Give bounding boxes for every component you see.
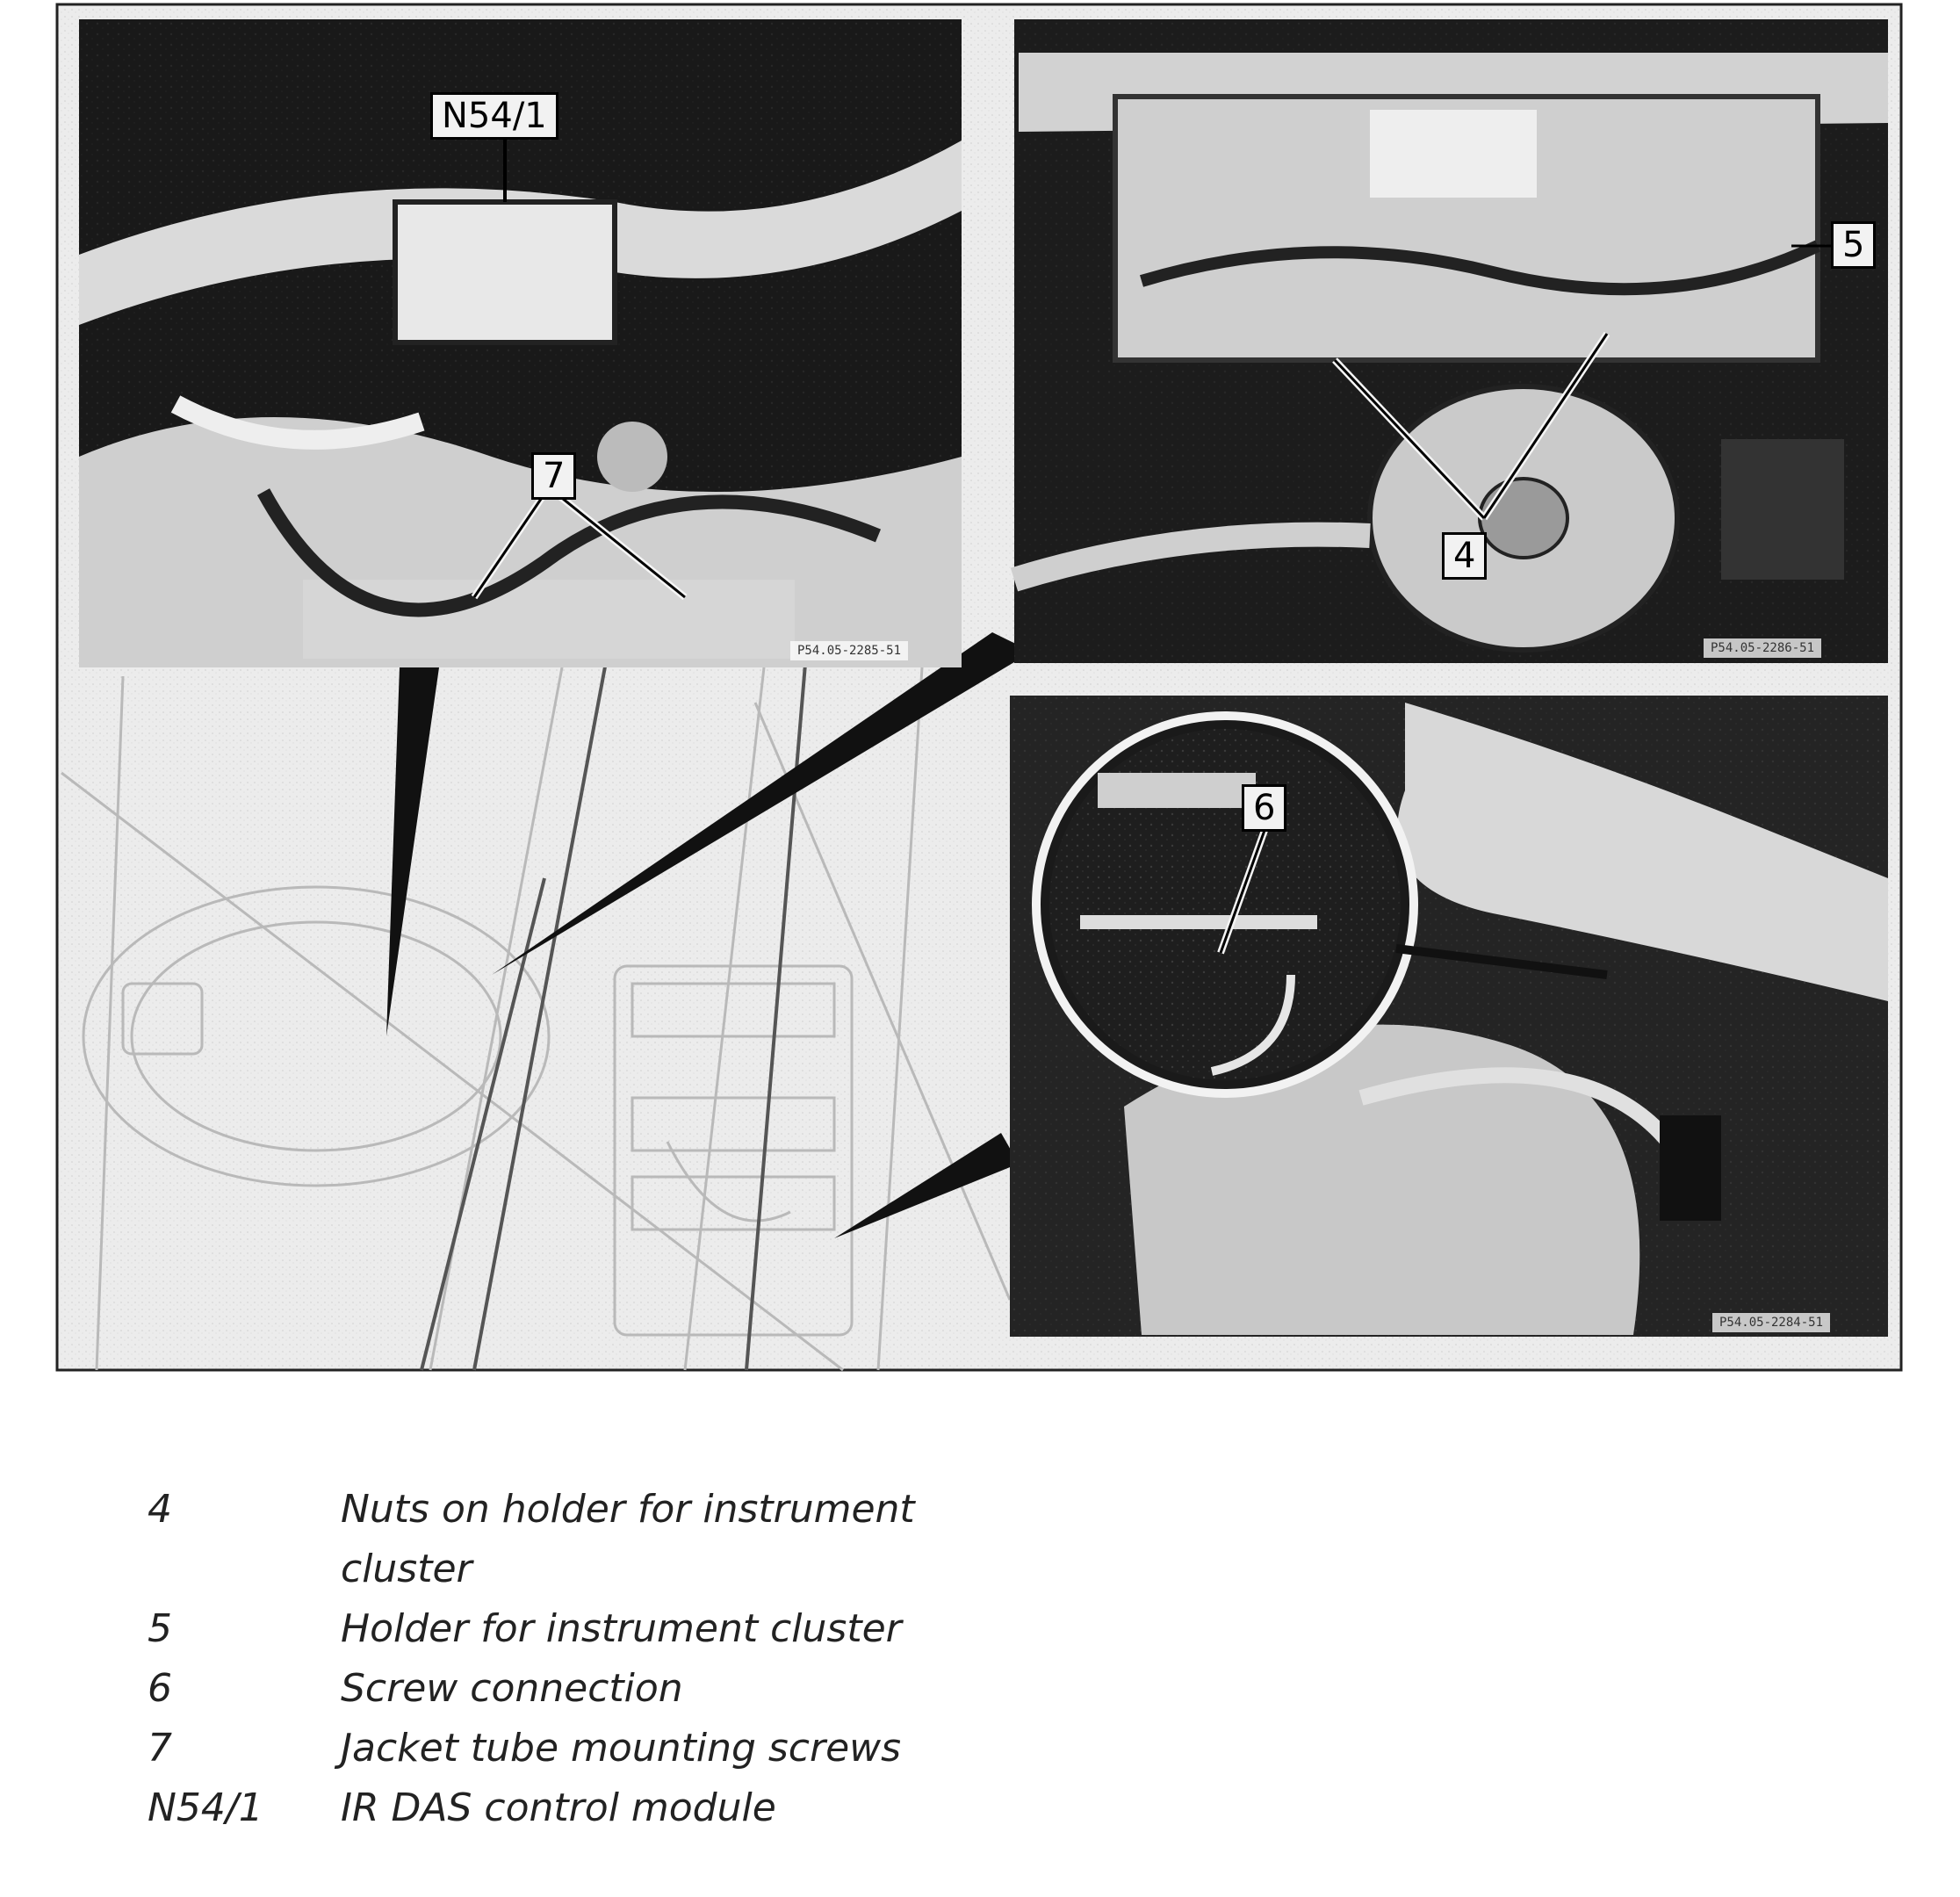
legend-item (148, 1659, 1113, 1719)
photo-code-top-left: P54.05-2285-51 (790, 641, 908, 660)
photo-code-bottom-right: P54.05-2284-51 (1712, 1313, 1830, 1332)
photo-code-top-right: P54.05-2286-51 (1704, 638, 1821, 658)
callout-4: 4 (1442, 532, 1487, 580)
legend-key: N54/1 (148, 1785, 263, 1830)
legend-text: Screw connection (341, 1666, 683, 1711)
legend-item (148, 1599, 1113, 1659)
legend-text: IR DAS control module (341, 1785, 776, 1830)
callout-n54-1: N54/1 (430, 92, 558, 140)
legend-text: Holder for instrument cluster (341, 1606, 902, 1651)
figure-legend (148, 1480, 1113, 1838)
photo-bottom-right (1010, 696, 1888, 1337)
legend-item (148, 1778, 1113, 1838)
callout-7: 7 (531, 452, 576, 500)
legend-item (148, 1480, 1113, 1599)
legend-key: 7 (148, 1726, 172, 1771)
legend-text: Nuts on holder for instrument cluster (341, 1487, 915, 1591)
legend-text: Jacket tube mounting screws (341, 1726, 902, 1771)
legend-key: 6 (148, 1666, 172, 1711)
legend-key: 5 (148, 1606, 172, 1651)
callout-5: 5 (1831, 221, 1876, 269)
legend-item (148, 1719, 1113, 1778)
callout-6: 6 (1242, 784, 1286, 832)
legend-key: 4 (148, 1487, 172, 1532)
